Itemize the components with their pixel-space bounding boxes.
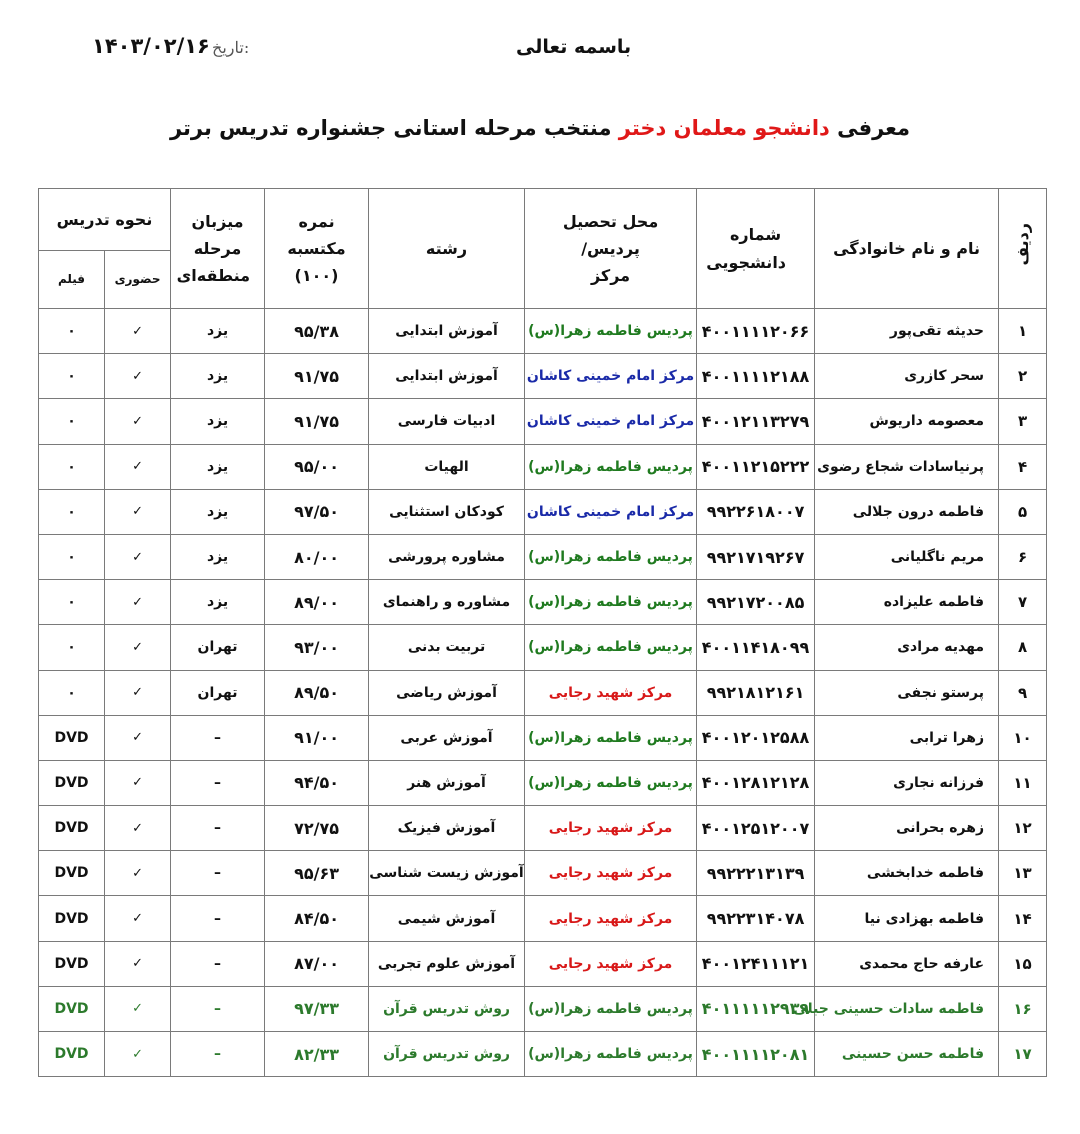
row-number: ۹ [999, 670, 1047, 715]
date-label: تاریخ: [212, 38, 250, 57]
film-value: ۰ [39, 354, 105, 399]
campus: مرکز امام خمینی کاشان [525, 354, 697, 399]
in-person-mark: ✓ [105, 806, 171, 851]
score: ۹۱/۷۵ [265, 399, 369, 444]
major: آموزش زیست شناسی [369, 851, 525, 896]
major: ادبیات فارسی [369, 399, 525, 444]
film-value: ۰ [39, 309, 105, 354]
row-number: ۵ [999, 489, 1047, 534]
student-number: ۹۹۲۲۲۱۳۱۳۹ [697, 851, 815, 896]
student-name: مریم ناگلیانی [815, 534, 999, 579]
student-name: پرنیاسادات شجاع رضوی [815, 444, 999, 489]
major: مشاوره و راهنمای [369, 580, 525, 625]
score: ۹۵/۳۸ [265, 309, 369, 354]
score: ۸۹/۰۰ [265, 580, 369, 625]
score: ۸۰/۰۰ [265, 534, 369, 579]
header-name: نام و نام خانوادگی [815, 189, 999, 309]
header-score: نمره مکتسبه (۱۰۰) [265, 189, 369, 309]
student-name: مهدیه مرادی [815, 625, 999, 670]
score: ۹۵/۰۰ [265, 444, 369, 489]
student-number: ۴۰۰۱۱۴۱۸۰۹۹ [697, 625, 815, 670]
major: روش تدریس قرآن [369, 986, 525, 1031]
student-number: ۹۹۲۱۷۲۰۰۸۵ [697, 580, 815, 625]
major: کودکان استثنایی [369, 489, 525, 534]
student-number: ۹۹۲۱۷۱۹۲۶۷ [697, 534, 815, 579]
header-campus: محل تحصیل پردیس/ مرکز [525, 189, 697, 309]
major: مشاوره پرورشی [369, 534, 525, 579]
host-city: – [171, 1032, 265, 1077]
row-number: ۱۳ [999, 851, 1047, 896]
student-number: ۴۰۱۱۱۱۱۲۹۳۹ [697, 986, 815, 1031]
campus: پردیس فاطمه زهرا(س) [525, 1032, 697, 1077]
header-row-number: ردیف [999, 189, 1047, 309]
row-number: ۲ [999, 354, 1047, 399]
row-number: ۱۴ [999, 896, 1047, 941]
table-row [39, 354, 1047, 399]
host-city: یزد [171, 354, 265, 399]
major: آموزش ابتدایی [369, 354, 525, 399]
basmala: باسمه تعالی [516, 36, 632, 58]
table-row [39, 896, 1047, 941]
host-city: – [171, 851, 265, 896]
table-row [39, 534, 1047, 579]
major: الهیات [369, 444, 525, 489]
campus: پردیس فاطمه زهرا(س) [525, 760, 697, 805]
student-number: ۴۰۰۱۱۱۱۲۰۶۶ [697, 309, 815, 354]
host-city: یزد [171, 399, 265, 444]
title-highlight: دانشجو معلمان دختر [618, 116, 830, 140]
host-city: یزد [171, 489, 265, 534]
major: روش تدریس قرآن [369, 1032, 525, 1077]
host-city: یزد [171, 444, 265, 489]
campus: مرکز امام خمینی کاشان [525, 489, 697, 534]
film-value: DVD [39, 806, 105, 851]
student-name: فاطمه سادات حسینی جبلی [815, 986, 999, 1031]
film-value: ۰ [39, 580, 105, 625]
student-name: فاطمه حسن حسینی [815, 1032, 999, 1077]
campus: مرکز امام خمینی کاشان [525, 399, 697, 444]
campus: پردیس فاطمه زهرا(س) [525, 986, 697, 1031]
in-person-mark: ✓ [105, 760, 171, 805]
row-number: ۶ [999, 534, 1047, 579]
table-row [39, 489, 1047, 534]
student-number: ۹۹۲۲۳۱۴۰۷۸ [697, 896, 815, 941]
student-name: فاطمه بهزادی نیا [815, 896, 999, 941]
campus: پردیس فاطمه زهرا(س) [525, 309, 697, 354]
header-major: رشته [369, 189, 525, 309]
film-value: DVD [39, 851, 105, 896]
major: آموزش عربی [369, 715, 525, 760]
table-row [39, 399, 1047, 444]
student-number: ۴۰۰۱۱۲۱۵۲۲۲ [697, 444, 815, 489]
in-person-mark: ✓ [105, 670, 171, 715]
student-name: فاطمه خدابخشی [815, 851, 999, 896]
student-number: ۹۹۲۱۸۱۲۱۶۱ [697, 670, 815, 715]
score: ۷۲/۷۵ [265, 806, 369, 851]
student-name: معصومه داریوش [815, 399, 999, 444]
host-city: یزد [171, 580, 265, 625]
major: آموزش هنر [369, 760, 525, 805]
in-person-mark: ✓ [105, 625, 171, 670]
row-number: ۱ [999, 309, 1047, 354]
score: ۹۴/۵۰ [265, 760, 369, 805]
major: آموزش علوم تجربی [369, 941, 525, 986]
header-method: نحوه تدریس [39, 189, 171, 251]
score: ۸۲/۳۳ [265, 1032, 369, 1077]
title-part2: منتخب مرحله استانی جشنواره تدریس برتر [169, 116, 612, 140]
student-number: ۴۰۰۱۲۵۱۲۰۰۷ [697, 806, 815, 851]
in-person-mark: ✓ [105, 580, 171, 625]
in-person-mark: ✓ [105, 489, 171, 534]
student-name: پرستو نجفی [815, 670, 999, 715]
film-value: DVD [39, 1032, 105, 1077]
campus: مرکز شهید رجایی [525, 851, 697, 896]
table-row [39, 1032, 1047, 1077]
row-number: ۴ [999, 444, 1047, 489]
row-number: ۷ [999, 580, 1047, 625]
film-value: ۰ [39, 534, 105, 579]
header-student-no: شماره دانشجویی [697, 189, 815, 309]
score: ۸۹/۵۰ [265, 670, 369, 715]
major: آموزش شیمی [369, 896, 525, 941]
table-row [39, 625, 1047, 670]
title-part1: معرفی [837, 116, 911, 140]
film-value: DVD [39, 715, 105, 760]
score: ۹۳/۰۰ [265, 625, 369, 670]
campus: مرکز شهید رجایی [525, 941, 697, 986]
host-city: تهران [171, 670, 265, 715]
host-city: – [171, 806, 265, 851]
campus: مرکز شهید رجایی [525, 896, 697, 941]
student-name: حدیثه تقی‌پور [815, 309, 999, 354]
film-value: ۰ [39, 444, 105, 489]
header-host: میزبان مرحله منطقه‌ای [171, 189, 265, 309]
student-name: زهرا ترابی [815, 715, 999, 760]
table-row [39, 309, 1047, 354]
campus: پردیس فاطمه زهرا(س) [525, 444, 697, 489]
in-person-mark: ✓ [105, 851, 171, 896]
table-row [39, 806, 1047, 851]
score: ۹۷/۵۰ [265, 489, 369, 534]
table-row [39, 941, 1047, 986]
host-city: – [171, 760, 265, 805]
row-number: ۱۲ [999, 806, 1047, 851]
in-person-mark: ✓ [105, 1032, 171, 1077]
in-person-mark: ✓ [105, 309, 171, 354]
campus: مرکز شهید رجایی [525, 806, 697, 851]
score: ۸۴/۵۰ [265, 896, 369, 941]
table-row [39, 986, 1047, 1031]
student-name: سحر کازری [815, 354, 999, 399]
student-name: فرزانه نجاری [815, 760, 999, 805]
table-row [39, 851, 1047, 896]
in-person-mark: ✓ [105, 986, 171, 1031]
in-person-mark: ✓ [105, 399, 171, 444]
student-name: عارفه حاج محمدی [815, 941, 999, 986]
film-value: DVD [39, 941, 105, 986]
in-person-mark: ✓ [105, 715, 171, 760]
score: ۹۷/۳۳ [265, 986, 369, 1031]
film-value: ۰ [39, 489, 105, 534]
film-value: DVD [39, 760, 105, 805]
film-value: ۰ [39, 625, 105, 670]
table-row [39, 760, 1047, 805]
major: آموزش ابتدایی [369, 309, 525, 354]
score: ۸۷/۰۰ [265, 941, 369, 986]
score: ۹۵/۶۳ [265, 851, 369, 896]
header-in-person: حضوری [105, 251, 171, 309]
in-person-mark: ✓ [105, 444, 171, 489]
student-number: ۴۰۰۱۱۱۱۲۰۸۱ [697, 1032, 815, 1077]
major: آموزش فیزیک [369, 806, 525, 851]
student-name: فاطمه درون جلالی [815, 489, 999, 534]
row-number: ۱۱ [999, 760, 1047, 805]
row-number: ۱۰ [999, 715, 1047, 760]
student-number: ۴۰۰۱۲۴۱۱۱۲۱ [697, 941, 815, 986]
student-number: ۴۰۰۱۲۱۱۳۲۷۹ [697, 399, 815, 444]
row-number: ۱۷ [999, 1032, 1047, 1077]
host-city: – [171, 896, 265, 941]
student-name: فاطمه علیزاده [815, 580, 999, 625]
film-value: ۰ [39, 670, 105, 715]
film-value: DVD [39, 896, 105, 941]
student-name: زهره بحرانی [815, 806, 999, 851]
table-row [39, 670, 1047, 715]
header-film: فیلم [39, 251, 105, 309]
in-person-mark: ✓ [105, 534, 171, 579]
host-city: یزد [171, 534, 265, 579]
row-number: ۳ [999, 399, 1047, 444]
page-title [0, 116, 1080, 140]
host-city: – [171, 941, 265, 986]
table-row [39, 715, 1047, 760]
student-number: ۴۰۰۱۲۸۱۲۱۲۸ [697, 760, 815, 805]
film-value: DVD [39, 986, 105, 1031]
in-person-mark: ✓ [105, 354, 171, 399]
student-number: ۴۰۰۱۱۱۱۲۱۸۸ [697, 354, 815, 399]
student-number: ۴۰۰۱۲۰۱۲۵۸۸ [697, 715, 815, 760]
student-number: ۹۹۲۲۶۱۸۰۰۷ [697, 489, 815, 534]
row-number: ۱۵ [999, 941, 1047, 986]
major: تربیت بدنی [369, 625, 525, 670]
row-number: ۸ [999, 625, 1047, 670]
students-table [38, 188, 1047, 1077]
campus: مرکز شهید رجایی [525, 670, 697, 715]
campus: پردیس فاطمه زهرا(س) [525, 715, 697, 760]
campus: پردیس فاطمه زهرا(س) [525, 580, 697, 625]
score: ۹۱/۰۰ [265, 715, 369, 760]
campus: پردیس فاطمه زهرا(س) [525, 534, 697, 579]
in-person-mark: ✓ [105, 941, 171, 986]
date-value: ۱۴۰۳/۰۲/۱۶ [92, 34, 210, 58]
campus: پردیس فاطمه زهرا(س) [525, 625, 697, 670]
host-city: یزد [171, 309, 265, 354]
table-row [39, 580, 1047, 625]
host-city: – [171, 715, 265, 760]
host-city: تهران [171, 625, 265, 670]
table-row [39, 444, 1047, 489]
score: ۹۱/۷۵ [265, 354, 369, 399]
film-value: ۰ [39, 399, 105, 444]
host-city: – [171, 986, 265, 1031]
table-body [39, 309, 1047, 1077]
in-person-mark: ✓ [105, 896, 171, 941]
major: آموزش ریاضی [369, 670, 525, 715]
row-number: ۱۶ [999, 986, 1047, 1031]
